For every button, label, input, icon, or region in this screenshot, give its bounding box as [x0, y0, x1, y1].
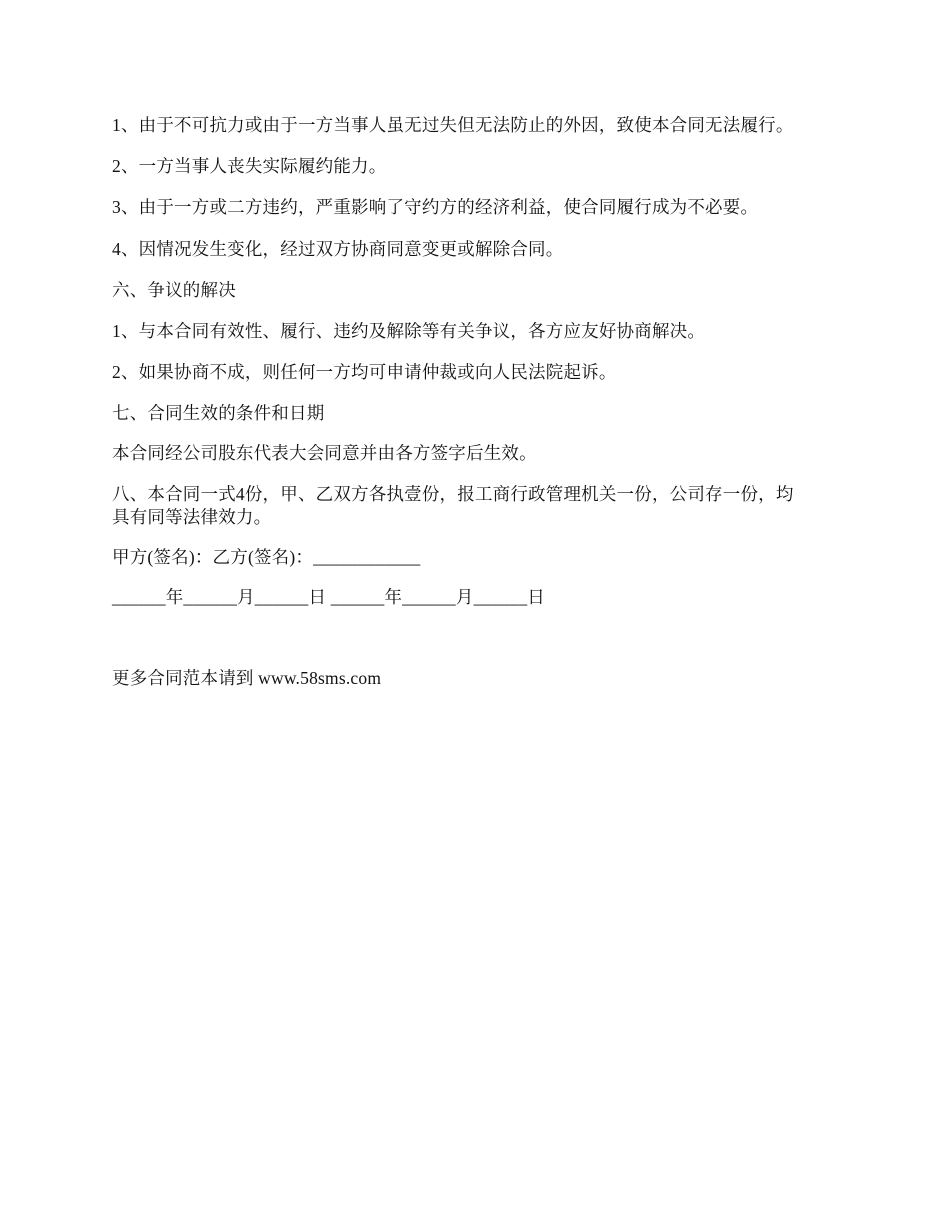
termination-clause-2: 2、一方当事人丧失实际履约能力。	[112, 156, 387, 176]
signature-line: 甲方(签名)：乙方(签名)：____________	[112, 547, 421, 567]
termination-clause-3: 3、由于一方或二方违约，严重影响了守约方的经济利益，使合同履行成为不必要。	[112, 197, 759, 217]
footer-more-contracts-link[interactable]: 更多合同范本请到 www.58sms.com	[112, 668, 382, 688]
termination-clause-1: 1、由于不可抗力或由于一方当事人虽无过失但无法防止的外因，致使本合同无法履行。	[112, 115, 794, 135]
dispute-clause-1: 1、与本合同有效性、履行、违约及解除等有关争议，各方应友好协商解决。	[112, 321, 706, 341]
section-effective-heading: 七、合同生效的条件和日期	[112, 403, 325, 423]
section-dispute-heading: 六、争议的解决	[112, 280, 236, 300]
copies-clause-line-1: 八、本合同一式4份，甲、乙双方各执壹份，报工商行政管理机关一份，公司存一份，均	[112, 484, 794, 504]
date-line: ______年______月______日 ______年______月______日	[112, 587, 545, 607]
effective-statement: 本合同经公司股东代表大会同意并由各方签字后生效。	[112, 443, 537, 463]
dispute-clause-2: 2、如果协商不成，则任何一方均可申请仲裁或向人民法院起诉。	[112, 362, 617, 382]
termination-clause-4: 4、因情况发生变化，经过双方协商同意变更或解除合同。	[112, 239, 564, 259]
copies-clause-line-2: 具有同等法律效力。	[112, 507, 272, 527]
